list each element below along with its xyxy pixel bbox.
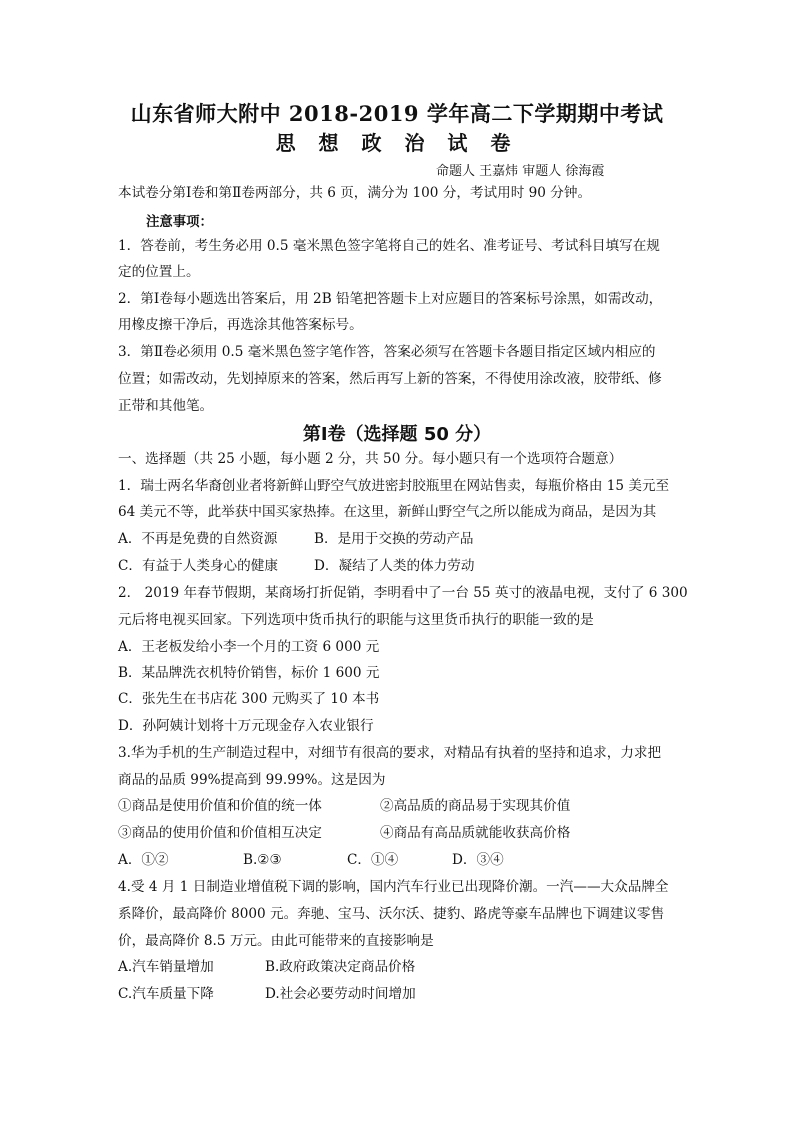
notice-line: 用橡皮擦干净后，再选涂其他答案标号。 (118, 317, 363, 333)
q4-option-b: B.政府政策决定商品价格 (265, 959, 416, 975)
q1-option-d: D．凝结了人类的体力劳动 (314, 558, 475, 574)
q2-option-a: A．王老板发给小李一个月的工资 6 000 元 (118, 639, 380, 655)
notice-line: 1．答卷前，考生务必用 0.5 毫米黑色签字笔将自己的姓名、准考证号、考试科目填写在规 (118, 238, 660, 254)
q4-option-c: C.汽车质量下降 (118, 986, 214, 1002)
q1-option-b: B．是用于交换的劳动产品 (314, 531, 474, 547)
question-1-stem: 64 美元不等，此举获中国买家热捧。在这里，新鲜山野空气之所以能成为商品，是因为其 (118, 504, 657, 520)
question-3-stem: 商品的品质 99%提高到 99.99%。这是因为 (118, 772, 386, 788)
section-instructions: 一、选择题（共 25 小题，每小题 2 分，共 50 分。每小题只有一个选项符合题意） (118, 451, 623, 467)
q2-option-d: D．孙阿姨计划将十万元现金存入农业银行 (118, 718, 374, 734)
section-title: 第Ⅰ卷（选择题 50 分） (302, 424, 492, 445)
question-2-stem: 元后将电视买回家。下列选项中货币执行的职能与这里货币执行的职能一致的是 (118, 612, 594, 628)
q2-option-c: C．张先生在书店花 300 元购买了 10 本书 (118, 691, 380, 707)
exam-title: 山东省师大附中 2018-2019 学年高二下学期期中考试 (130, 101, 664, 126)
notice-line: 3．第Ⅱ卷必须用 0.5 毫米黑色签字笔作答，答案必须写在答题卡各题目指定区域内相应的 (118, 344, 656, 360)
q3-option-b: B.②③ (243, 852, 282, 868)
q2-option-b: B．某品牌洗衣机特价销售，标价 1 600 元 (118, 665, 380, 681)
notice-line: 定的位置上。 (118, 264, 200, 280)
q3-statement-2: ②高品质的商品易于实现其价值 (380, 798, 571, 814)
q3-statement-4: ④商品有高品质就能收获高价格 (380, 825, 571, 841)
question-4-stem: 价，最高降价 8.5 万元。由此可能带来的直接影响是 (118, 933, 434, 949)
question-4-stem: 4.受 4 月 1 日制造业增值税下调的影响，国内汽车行业已出现降价潮。一汽——大众品牌全 (118, 879, 669, 895)
author-line: 命题人 王嘉炜 审题人 徐海霞 (436, 164, 605, 179)
q3-option-a: A．①② (118, 852, 169, 868)
q1-option-c: C．有益于人类身心的健康 (118, 558, 278, 574)
q4-option-a: A.汽车销量增加 (118, 959, 214, 975)
question-2-stem: 2． 2019 年春节假期，某商场打折促销，李明看中了一台 55 英寸的液晶电视，支付了 6 300 (118, 585, 688, 601)
q3-option-d: D．③④ (452, 852, 504, 868)
notice-heading: 注意事项： (146, 215, 213, 230)
q1-option-a: A．不再是免费的自然资源 (118, 531, 278, 547)
exam-intro: 本试卷分第Ⅰ卷和第Ⅱ卷两部分，共 6 页，满分为 100 分，考试用时 90 分钟。 (118, 185, 592, 201)
notice-line: 正带和其他笔。 (118, 398, 214, 414)
question-1-stem: 1．瑞士两名华裔创业者将新鲜山野空气放进密封胶瓶里在网站售卖，每瓶价格由 15 美元至 (118, 478, 670, 494)
q3-option-c: C．①④ (347, 852, 399, 868)
question-4-stem: 系降价，最高降价 8000 元。奔驰、宝马、沃尔沃、捷豹、路虎等豪车品牌也下调建议零售 (118, 906, 665, 922)
question-3-stem: 3.华为手机的生产制造过程中，对细节有很高的要求，对精品有执着的坚持和追求，力求把 (118, 745, 662, 761)
q3-statement-3: ③商品的使用价值和价值相互决定 (118, 825, 322, 841)
q3-statement-1: ①商品是使用价值和价值的统一体 (118, 798, 322, 814)
notice-line: 2．第Ⅰ卷每小题选出答案后，用 2B 铅笔把答题卡上对应题目的答案标号涂黑，如需改动， (118, 291, 663, 307)
q4-option-d: D.社会必要劳动时间增加 (265, 986, 416, 1002)
notice-line: 位置；如需改动，先划掉原来的答案，然后再写上新的答案，不得使用涂改液，胶带纸、修 (118, 371, 662, 387)
exam-subtitle: 思 想 政 治 试 卷 (275, 131, 519, 155)
